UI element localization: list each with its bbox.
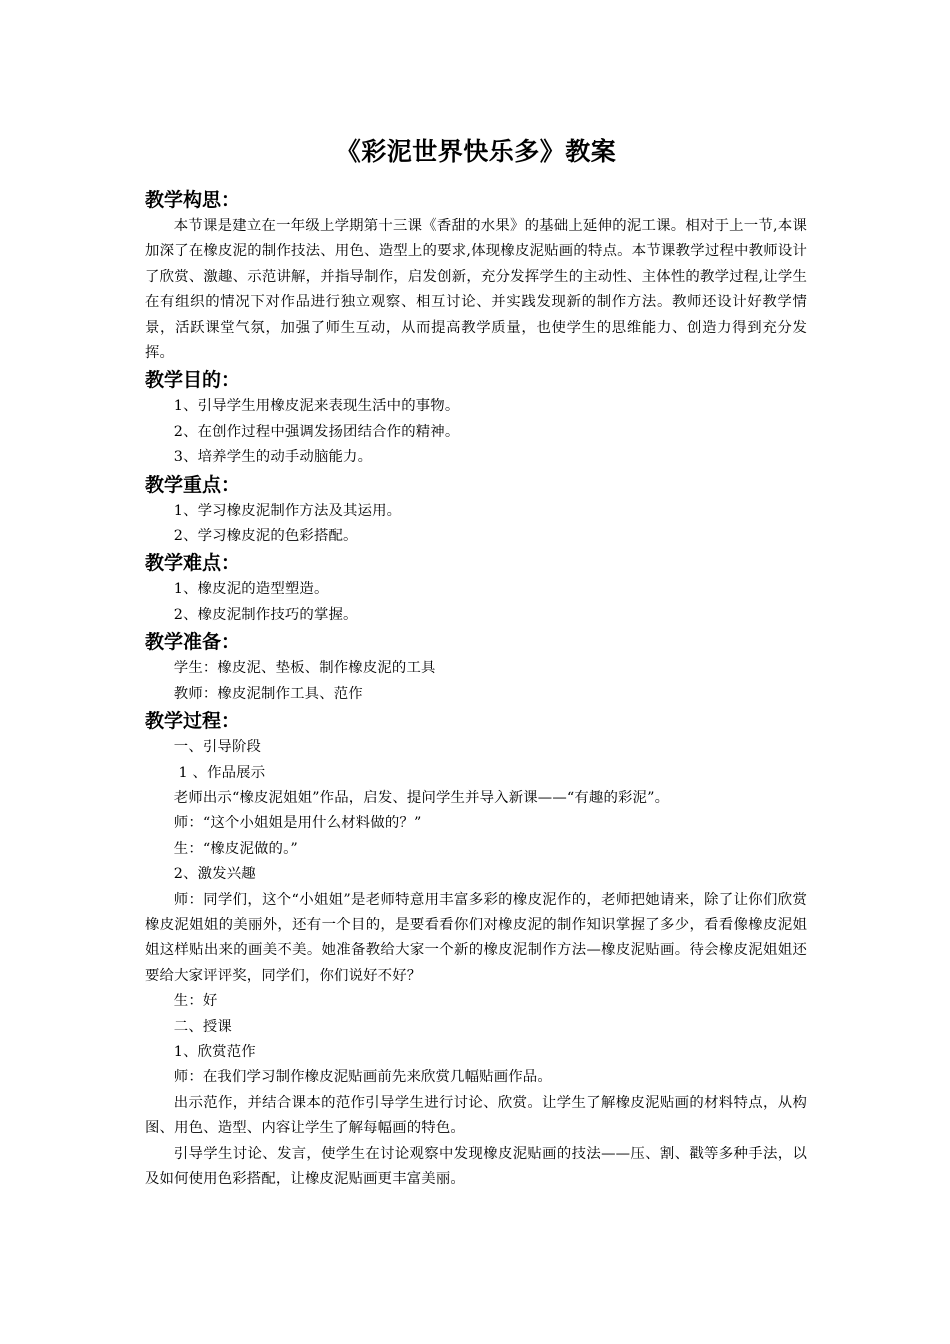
page-title: 《彩泥世界快乐多》教案 bbox=[335, 137, 617, 166]
process-line: 2、激发兴趣 bbox=[173, 866, 256, 883]
process-paragraph: 师：同学们，这个“小姐姐”是老师特意用丰富多彩的橡皮泥作的，老师把她请来，除了让你们欣赏橡皮泥姐姐的美丽外，还有一个目的，是要看看你们对橡皮泥的制作知识掌握了多少，看看像橡皮泥姐姐这样贴出来的画美不美。她准备教给大家一个新的橡皮泥制作方法—橡皮泥贴画。待会橡皮泥姐姐还要给大家评评奖，同学们，你们说好不好？ bbox=[145, 891, 807, 984]
key-point-item: 1、学习橡皮泥制作方法及其运用。 bbox=[173, 502, 402, 519]
objective-item: 1、引导学生用橡皮泥来表现生活中的事物。 bbox=[173, 398, 460, 415]
process-line: 1 、作品展示 bbox=[173, 764, 266, 781]
objective-item: 2、在创作过程中强调发扬团结合作的精神。 bbox=[173, 423, 460, 440]
process-paragraph: 出示范作，并结合课本的范作引导学生进行讨论、欣赏。让学生了解橡皮泥贴画的材料特点，从构图、用色、造型、内容让学生了解每幅画的特色。 bbox=[145, 1094, 807, 1137]
preparation-item: 学生：橡皮泥、垫板、制作橡皮泥的工具 bbox=[173, 660, 436, 677]
process-line: 一、引导阶段 bbox=[173, 739, 262, 756]
concept-paragraph: 本节课是建立在一年级上学期第十三课《香甜的水果》的基础上延伸的泥工课。相对于上一节,本课加深了在橡皮泥的制作技法、用色、造型上的要求,体现橡皮泥贴画的特点。本节课教学过程中教师设计了欣赏、激趣、示范讲解，并指导制作，启发创新，充分发挥学生的主动性、主体性的教学过程,让学生在有组织的情况下对作品进行独立观察、相互讨论、并实践发现新的制作方法。教师还设计好教学情景，活跃课堂气氛，加强了师生互动，从而提高教学质量，也使学生的思维能力、创造力得到充分发挥。 bbox=[145, 218, 807, 362]
heading-difficulties: 教学难点： bbox=[145, 552, 241, 575]
heading-concept: 教学构思： bbox=[145, 189, 241, 211]
process-line: 生：好 bbox=[173, 993, 218, 1010]
process-line: 生：“橡皮泥做的。” bbox=[173, 840, 298, 857]
process-line: 二、授课 bbox=[173, 1018, 232, 1035]
key-point-item: 2、学习橡皮泥的色彩搭配。 bbox=[173, 528, 358, 545]
difficulty-item: 1、橡皮泥的造型塑造。 bbox=[173, 581, 329, 598]
process-line: 师：在我们学习制作橡皮泥贴画前先来欣赏几幅贴画作品。 bbox=[173, 1069, 552, 1086]
process-line: 1、欣赏范作 bbox=[173, 1043, 256, 1060]
heading-preparation: 教学准备： bbox=[145, 631, 241, 654]
heading-key-points: 教学重点： bbox=[145, 473, 241, 496]
process-line: 老师出示“橡皮泥姐姐”作品，启发、提问学生并导入新课——“有趣的彩泥”。 bbox=[173, 789, 670, 806]
heading-process: 教学过程： bbox=[145, 710, 241, 733]
process-line: 师：“这个小姐姐是用什么材料做的？” bbox=[173, 815, 422, 832]
heading-objectives: 教学目的： bbox=[145, 369, 241, 392]
difficulty-item: 2、橡皮泥制作技巧的掌握。 bbox=[173, 606, 358, 623]
preparation-item: 教师：橡皮泥制作工具、范作 bbox=[173, 685, 363, 702]
process-paragraph: 引导学生讨论、发言，使学生在讨论观察中发现橡皮泥贴画的技法——压、割、戳等多种手法，以及如何使用色彩搭配，让橡皮泥贴画更丰富美丽。 bbox=[145, 1145, 807, 1187]
objective-item: 3、培养学生的动手动脑能力。 bbox=[173, 449, 373, 466]
